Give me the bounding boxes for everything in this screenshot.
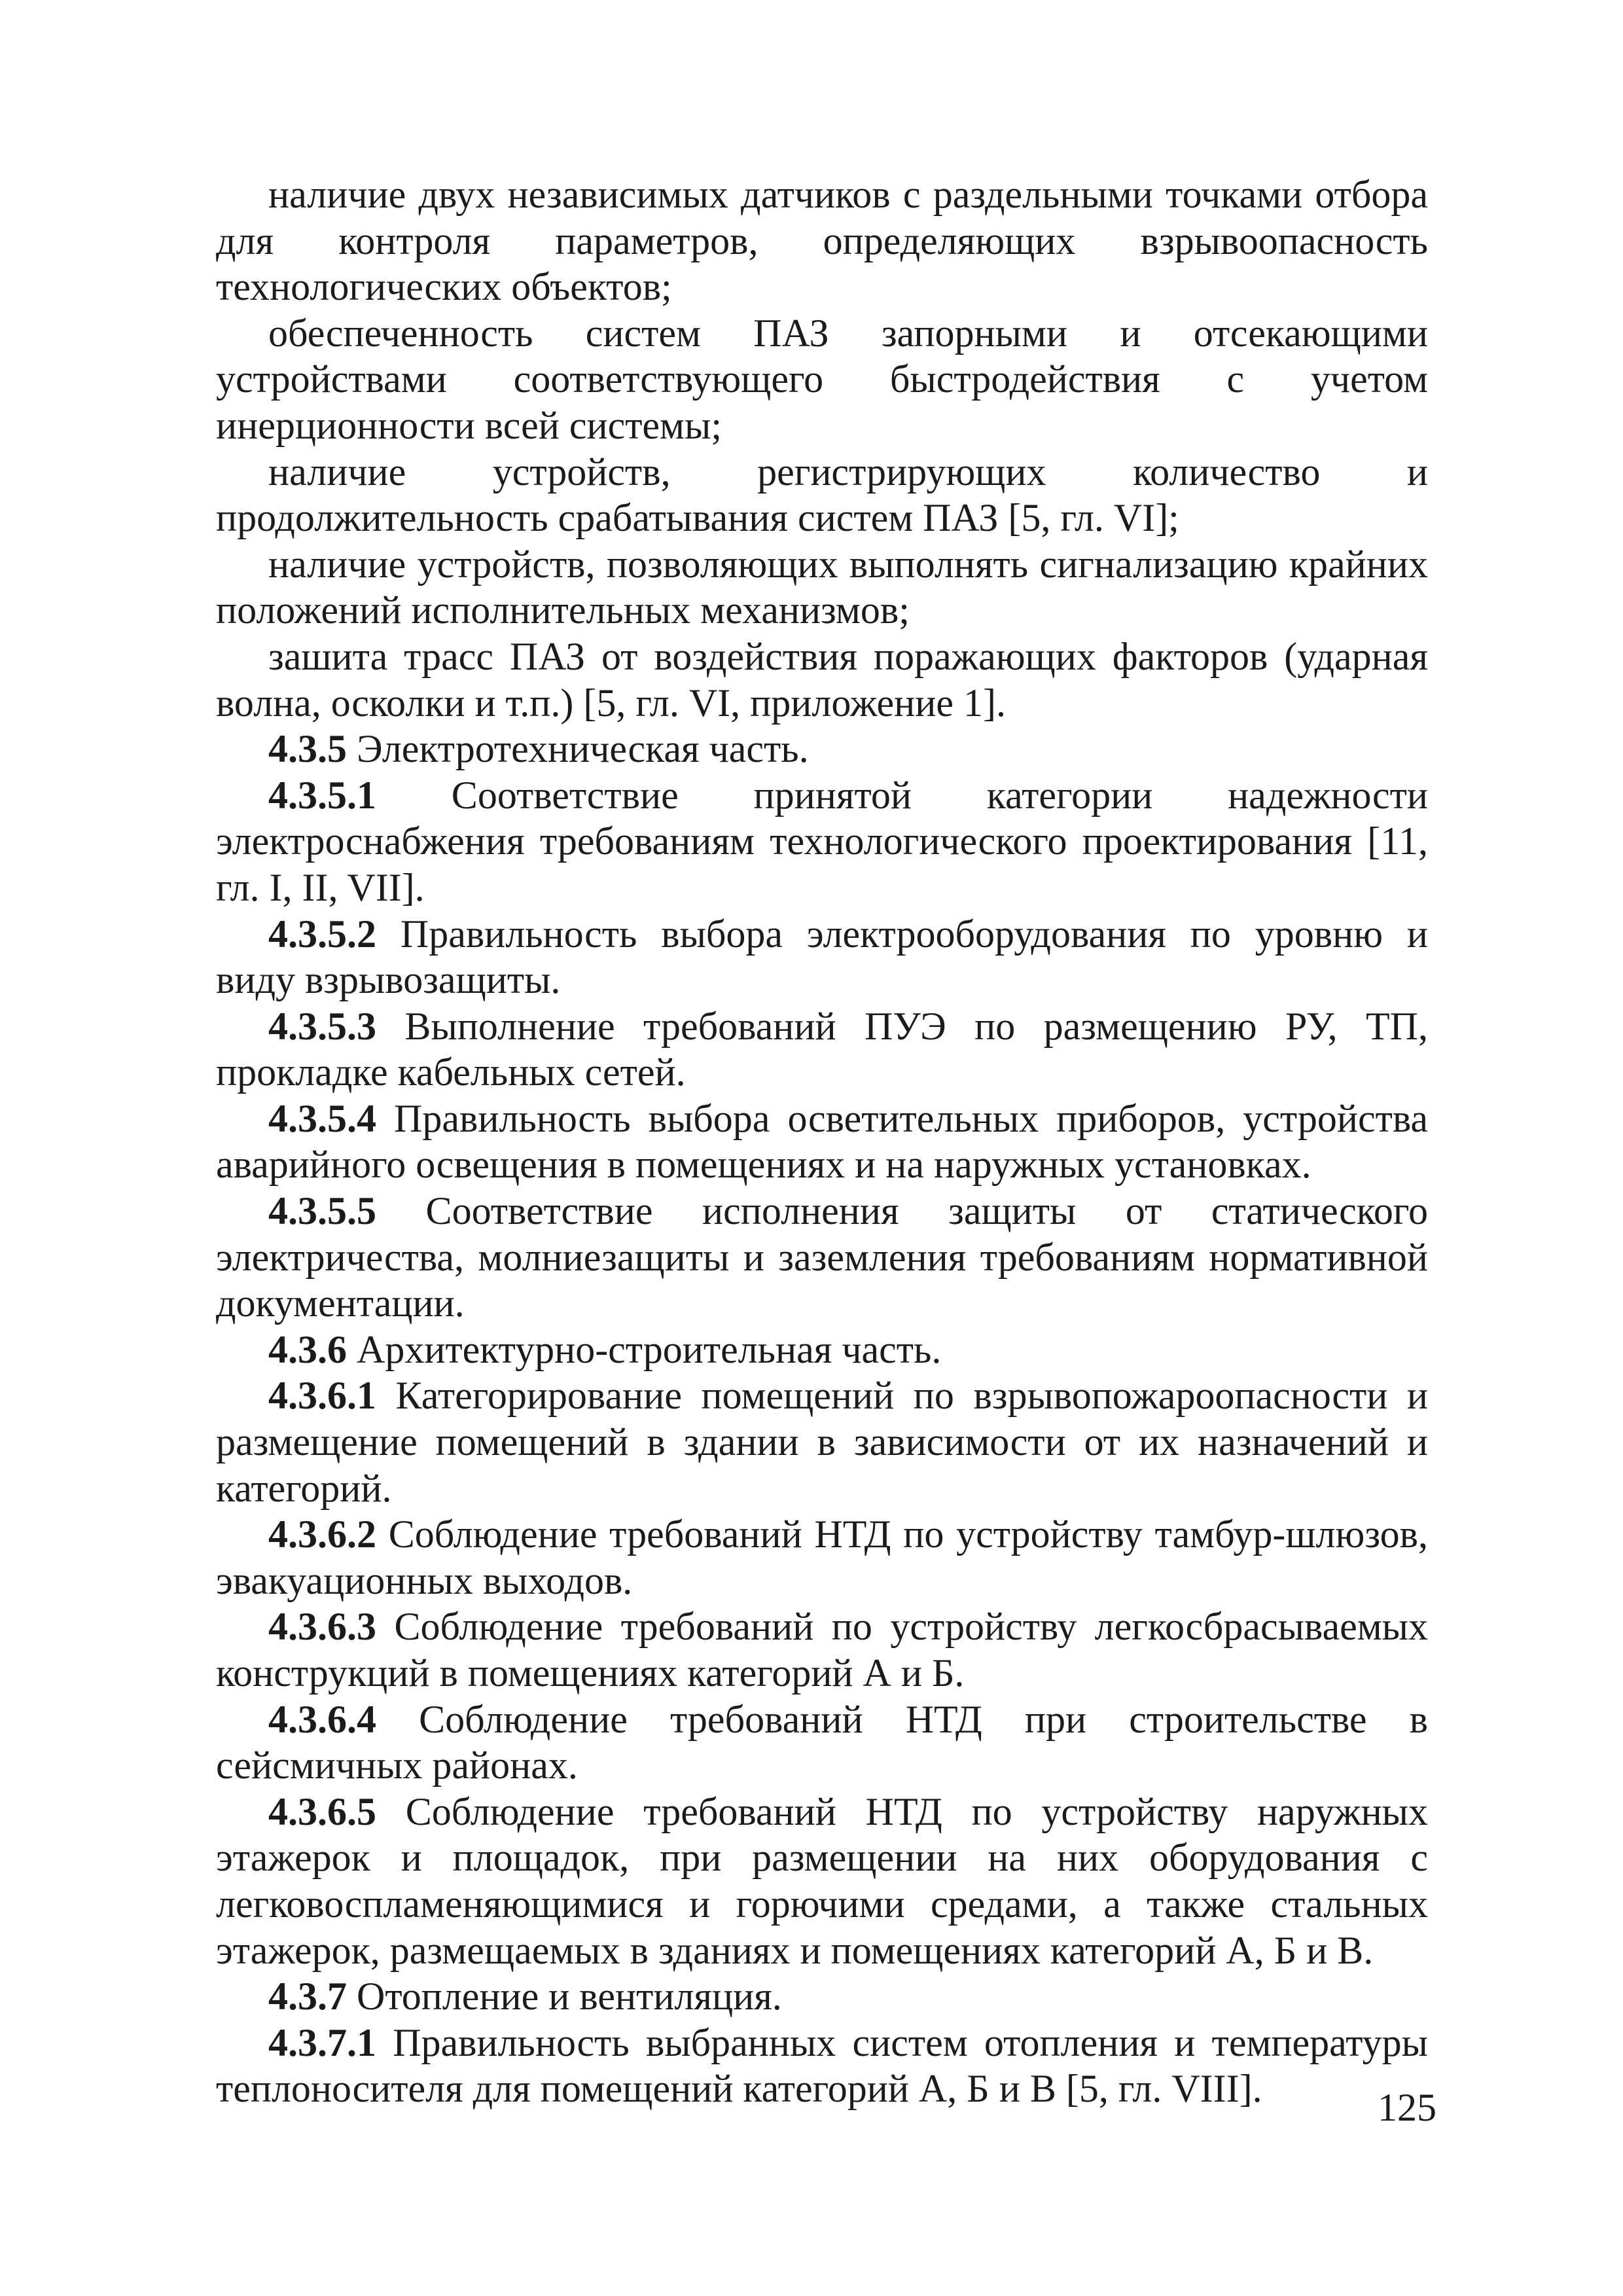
section-4-3-5-4	[216, 1096, 1428, 1188]
section-title: Отопление и вентиляция.	[347, 1975, 782, 2018]
section-number: 4.3.6.1	[268, 1374, 376, 1418]
paragraph-paz-registration	[216, 449, 1428, 541]
section-4-3-6-2	[216, 1511, 1428, 1604]
section-text: Категорирование помещений по взрывопожароопасности и размещение помещений в здании в зависимости от их назначений и категорий.	[216, 1374, 1428, 1510]
paragraph-text: зашита трасс ПАЗ от воздействия поражающих факторов (ударная волна, осколки и т.п.) [5, гл. VI, приложение 1].	[216, 634, 1428, 725]
page-number: 125	[1378, 2086, 1436, 2129]
section-number: 4.3.6.4	[268, 1697, 376, 1741]
section-4-3-5-2	[216, 911, 1428, 1003]
section-4-3-6-1	[216, 1372, 1428, 1511]
section-4-3-5-3	[216, 1003, 1428, 1096]
section-text: Правильность выбранных систем отопления и температуры теплоносителя для помещений категорий А, Б и В [5, гл. VIII].	[216, 2020, 1428, 2111]
section-text: Правильность выбора электрооборудования по уровню и виду взрывозащиты.	[216, 912, 1428, 1002]
section-4-3-7-1	[216, 2020, 1428, 2112]
section-4-3-7	[216, 1973, 1428, 2020]
section-4-3-6-5	[216, 1789, 1428, 1973]
section-number: 4.3.6	[268, 1327, 347, 1371]
paragraph-paz-valves	[216, 310, 1428, 449]
section-number: 4.3.6.2	[268, 1513, 376, 1556]
paragraph-text: наличие устройств, регистрирующих количество и продолжительность срабатывания систем ПАЗ [5, гл. VI];	[216, 450, 1428, 540]
section-number: 4.3.7	[268, 1975, 347, 2018]
paragraph-text: наличие устройств, позволяющих выполнять сигнализацию крайних положений исполнительных механизмов;	[216, 542, 1428, 632]
section-text: Соблюдение требований НТД по устройству наружных этажерок и площадок, при размещении на них оборудования с легковоспламеняющимися и горючими средами, а также стальных этажерок, размещаемых в зданиях и помещениях категорий А, Б и В.	[216, 1789, 1428, 1972]
section-number: 4.3.5.4	[268, 1096, 376, 1140]
section-text: Соблюдение требований по устройству легкосбрасываемых конструкций в помещениях категорий А и Б.	[216, 1605, 1428, 1695]
section-number: 4.3.5.3	[268, 1004, 376, 1048]
section-number: 4.3.6.5	[268, 1789, 376, 1833]
section-text: Соответствие принятой категории надежности электроснабжения требованиям технологического проектирования [11, гл. I, II, VII].	[216, 773, 1428, 909]
section-number: 4.3.6.3	[268, 1605, 376, 1649]
paragraph-paz-protection	[216, 634, 1428, 726]
section-title: Архитектурно-строительная часть.	[347, 1327, 942, 1371]
section-4-3-6-3	[216, 1604, 1428, 1696]
section-text: Соответствие исполнения защиты от статического электричества, молниезащиты и заземления требованиям нормативной документации.	[216, 1189, 1428, 1325]
section-text: Соблюдение требований НТД при строительстве в сейсмичных районах.	[216, 1697, 1428, 1787]
section-number: 4.3.5.5	[268, 1189, 376, 1233]
section-number: 4.3.5.2	[268, 912, 376, 956]
paragraph-sensors	[216, 171, 1428, 310]
section-text: Соблюдение требований НТД по устройству тамбур-шлюзов, эвакуационных выходов.	[216, 1513, 1428, 1602]
section-number: 4.3.5.1	[268, 773, 376, 817]
section-4-3-6-4	[216, 1696, 1428, 1789]
section-4-3-5-5	[216, 1188, 1428, 1327]
body-text	[216, 171, 1428, 2112]
section-number: 4.3.5	[268, 727, 347, 771]
section-4-3-5	[216, 726, 1428, 772]
section-title: Электротехническая часть.	[347, 727, 809, 771]
paragraph-signalling	[216, 541, 1428, 634]
section-4-3-5-1	[216, 772, 1428, 911]
section-4-3-6	[216, 1327, 1428, 1373]
paragraph-text: обеспеченность систем ПАЗ запорными и отсекающими устройствами соответствующего быстродействия с учетом инерционности всей системы;	[216, 311, 1428, 447]
paragraph-text: наличие двух независимых датчиков с раздельными точками отбора для контроля параметров, определяющих взрывоопасность технологических объектов;	[216, 173, 1428, 309]
section-number: 4.3.7.1	[268, 2020, 376, 2064]
section-text: Выполнение требований ПУЭ по размещению РУ, ТП, прокладке кабельных сетей.	[216, 1004, 1428, 1094]
section-text: Правильность выбора осветительных приборов, устройства аварийного освещения в помещениях и на наружных установках.	[216, 1096, 1428, 1187]
